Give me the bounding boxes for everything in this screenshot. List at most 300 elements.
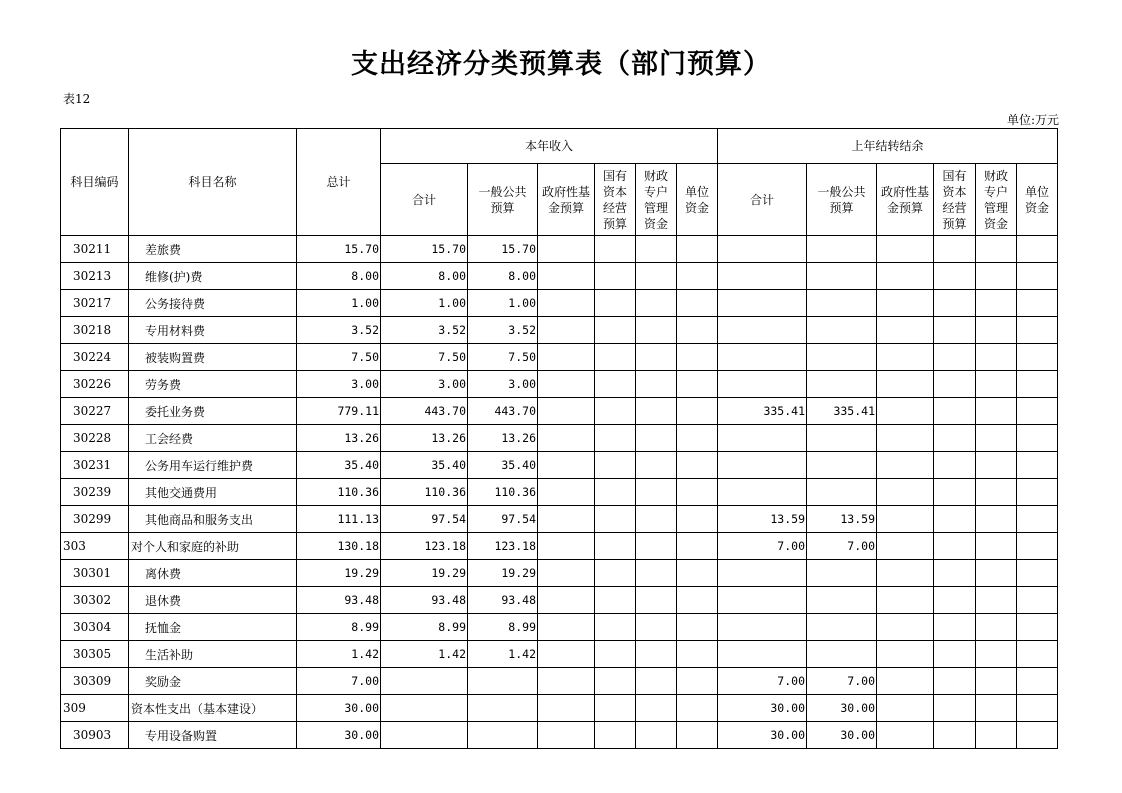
cell-c2 — [468, 722, 538, 749]
table-row — [61, 236, 1058, 263]
cell-c1: 3.52 — [381, 317, 468, 344]
cell-c3 — [538, 425, 595, 452]
cell-c2 — [468, 668, 538, 695]
cell-c2: 8.99 — [468, 614, 538, 641]
cell-p5 — [976, 668, 1017, 695]
cell-c2: 1.00 — [468, 290, 538, 317]
cell-p2: 335.41 — [807, 398, 877, 425]
cell-p3 — [877, 398, 934, 425]
cell-p6 — [1017, 371, 1058, 398]
cell-name: 对个人和家庭的补助 — [129, 533, 297, 560]
table-row — [61, 398, 1058, 425]
cell-c3 — [538, 317, 595, 344]
cell-p4 — [934, 317, 976, 344]
header-income-unit-fund: 单位 资金 — [677, 164, 718, 236]
cell-p6 — [1017, 479, 1058, 506]
cell-p5 — [976, 263, 1017, 290]
cell-p6 — [1017, 506, 1058, 533]
table-row — [61, 560, 1058, 587]
cell-c4 — [595, 236, 636, 263]
cell-c5 — [636, 236, 677, 263]
cell-c1: 93.48 — [381, 587, 468, 614]
cell-c4 — [595, 290, 636, 317]
cell-c5 — [636, 344, 677, 371]
cell-p4 — [934, 290, 976, 317]
cell-name: 生活补助 — [129, 641, 297, 668]
cell-code: 30231 — [61, 452, 129, 479]
cell-total: 7.50 — [297, 344, 381, 371]
cell-c3 — [538, 695, 595, 722]
header-carryover: 上年结转结余 — [718, 129, 1058, 164]
cell-c3 — [538, 533, 595, 560]
cell-c6 — [677, 371, 718, 398]
cell-p3 — [877, 452, 934, 479]
table-row — [61, 263, 1058, 290]
cell-code: 30213 — [61, 263, 129, 290]
cell-p5 — [976, 479, 1017, 506]
cell-p1 — [718, 614, 807, 641]
cell-c4 — [595, 533, 636, 560]
budget-table — [60, 128, 1058, 749]
cell-name: 维修(护)费 — [129, 263, 297, 290]
cell-p6 — [1017, 317, 1058, 344]
cell-p4 — [934, 398, 976, 425]
cell-total: 1.00 — [297, 290, 381, 317]
cell-c3 — [538, 263, 595, 290]
cell-p6 — [1017, 668, 1058, 695]
cell-code: 309 — [61, 695, 129, 722]
cell-p4 — [934, 695, 976, 722]
cell-c2: 15.70 — [468, 236, 538, 263]
cell-p1 — [718, 263, 807, 290]
cell-code: 30903 — [61, 722, 129, 749]
cell-p5 — [976, 236, 1017, 263]
cell-p1 — [718, 479, 807, 506]
cell-p4 — [934, 641, 976, 668]
cell-c1: 8.00 — [381, 263, 468, 290]
cell-c3 — [538, 587, 595, 614]
table-row — [61, 290, 1058, 317]
cell-p1: 13.59 — [718, 506, 807, 533]
cell-c6 — [677, 722, 718, 749]
header-name: 科目名称 — [129, 129, 297, 236]
cell-c2: 93.48 — [468, 587, 538, 614]
cell-p2 — [807, 344, 877, 371]
cell-total: 111.13 — [297, 506, 381, 533]
cell-c5 — [636, 371, 677, 398]
cell-p3 — [877, 587, 934, 614]
cell-c2: 110.36 — [468, 479, 538, 506]
cell-c6 — [677, 668, 718, 695]
cell-name: 资本性支出（基本建设） — [129, 695, 297, 722]
cell-c2: 443.70 — [468, 398, 538, 425]
cell-c4 — [595, 506, 636, 533]
cell-p6 — [1017, 641, 1058, 668]
header-carryover-unit-fund: 单位 资金 — [1017, 164, 1058, 236]
cell-p3 — [877, 695, 934, 722]
cell-p3 — [877, 317, 934, 344]
cell-code: 30309 — [61, 668, 129, 695]
cell-c6 — [677, 344, 718, 371]
cell-p6 — [1017, 560, 1058, 587]
cell-p5 — [976, 452, 1017, 479]
cell-p2 — [807, 317, 877, 344]
cell-c3 — [538, 479, 595, 506]
table-row — [61, 425, 1058, 452]
header-income-fiscal-special: 财政 专户 管理 资金 — [636, 164, 677, 236]
table-row — [61, 587, 1058, 614]
cell-p1 — [718, 236, 807, 263]
cell-c2: 3.52 — [468, 317, 538, 344]
cell-name: 被装购置费 — [129, 344, 297, 371]
cell-c3 — [538, 290, 595, 317]
cell-c6 — [677, 236, 718, 263]
cell-total: 779.11 — [297, 398, 381, 425]
cell-c3 — [538, 614, 595, 641]
cell-code: 30218 — [61, 317, 129, 344]
cell-c5 — [636, 668, 677, 695]
cell-code: 30301 — [61, 560, 129, 587]
cell-c2: 123.18 — [468, 533, 538, 560]
table-row — [61, 479, 1058, 506]
cell-c6 — [677, 614, 718, 641]
cell-name: 奖励金 — [129, 668, 297, 695]
cell-p2: 13.59 — [807, 506, 877, 533]
cell-c3 — [538, 236, 595, 263]
cell-c2: 19.29 — [468, 560, 538, 587]
cell-p6 — [1017, 587, 1058, 614]
table-row — [61, 614, 1058, 641]
cell-p6 — [1017, 533, 1058, 560]
cell-c3 — [538, 371, 595, 398]
cell-c4 — [595, 371, 636, 398]
cell-p4 — [934, 560, 976, 587]
cell-code: 30305 — [61, 641, 129, 668]
cell-code: 30228 — [61, 425, 129, 452]
cell-p1 — [718, 425, 807, 452]
cell-p1 — [718, 290, 807, 317]
cell-p6 — [1017, 398, 1058, 425]
cell-c3 — [538, 398, 595, 425]
cell-c4 — [595, 668, 636, 695]
header-carryover-fiscal-special: 财政 专户 管理 资金 — [976, 164, 1017, 236]
cell-p5 — [976, 398, 1017, 425]
cell-p2: 30.00 — [807, 722, 877, 749]
cell-p3 — [877, 614, 934, 641]
cell-code: 30226 — [61, 371, 129, 398]
cell-c1: 110.36 — [381, 479, 468, 506]
cell-p3 — [877, 668, 934, 695]
cell-p3 — [877, 344, 934, 371]
cell-code: 30227 — [61, 398, 129, 425]
cell-c1: 7.50 — [381, 344, 468, 371]
cell-p2: 7.00 — [807, 668, 877, 695]
cell-c6 — [677, 398, 718, 425]
cell-p1 — [718, 587, 807, 614]
cell-total: 8.99 — [297, 614, 381, 641]
cell-total: 13.26 — [297, 425, 381, 452]
cell-c4 — [595, 425, 636, 452]
cell-name: 抚恤金 — [129, 614, 297, 641]
cell-c5 — [636, 479, 677, 506]
cell-p3 — [877, 641, 934, 668]
cell-p2: 7.00 — [807, 533, 877, 560]
cell-c4 — [595, 587, 636, 614]
cell-p5 — [976, 425, 1017, 452]
cell-code: 30217 — [61, 290, 129, 317]
table-row — [61, 344, 1058, 371]
header-income-gov-fund: 政府性基 金预算 — [538, 164, 595, 236]
cell-p5 — [976, 533, 1017, 560]
cell-p6 — [1017, 722, 1058, 749]
cell-p4 — [934, 479, 976, 506]
cell-c2: 1.42 — [468, 641, 538, 668]
table-row — [61, 533, 1058, 560]
cell-code: 30211 — [61, 236, 129, 263]
cell-total: 15.70 — [297, 236, 381, 263]
cell-name: 公务用车运行维护费 — [129, 452, 297, 479]
table-row — [61, 317, 1058, 344]
cell-p4 — [934, 344, 976, 371]
cell-p4 — [934, 722, 976, 749]
header-total: 总计 — [297, 129, 381, 236]
cell-c6 — [677, 479, 718, 506]
cell-c3 — [538, 452, 595, 479]
cell-p2 — [807, 263, 877, 290]
cell-c5 — [636, 263, 677, 290]
cell-c2 — [468, 695, 538, 722]
cell-p3 — [877, 236, 934, 263]
cell-p1 — [718, 317, 807, 344]
header-income-state-capital: 国有 资本 经营 预算 — [595, 164, 636, 236]
cell-p3 — [877, 371, 934, 398]
cell-c3 — [538, 560, 595, 587]
cell-p5 — [976, 695, 1017, 722]
cell-p5 — [976, 317, 1017, 344]
header-carryover-sum: 合计 — [718, 164, 807, 236]
cell-total: 7.00 — [297, 668, 381, 695]
cell-p4 — [934, 506, 976, 533]
cell-c5 — [636, 695, 677, 722]
unit-label: 单位:万元 — [1006, 113, 1059, 127]
cell-p5 — [976, 290, 1017, 317]
cell-c5 — [636, 317, 677, 344]
cell-p2 — [807, 560, 877, 587]
cell-c1 — [381, 722, 468, 749]
cell-c1: 15.70 — [381, 236, 468, 263]
cell-c6 — [677, 506, 718, 533]
cell-c2: 35.40 — [468, 452, 538, 479]
header-current-income: 本年收入 — [381, 129, 718, 164]
cell-name: 其他交通费用 — [129, 479, 297, 506]
cell-c1: 97.54 — [381, 506, 468, 533]
cell-name: 离休费 — [129, 560, 297, 587]
cell-p1: 335.41 — [718, 398, 807, 425]
cell-c5 — [636, 722, 677, 749]
cell-p1 — [718, 641, 807, 668]
cell-p1 — [718, 371, 807, 398]
cell-p3 — [877, 425, 934, 452]
header-income-sum: 合计 — [381, 164, 468, 236]
cell-p1: 30.00 — [718, 695, 807, 722]
cell-p5 — [976, 344, 1017, 371]
cell-p1 — [718, 560, 807, 587]
table-row — [61, 722, 1058, 749]
cell-p2 — [807, 371, 877, 398]
cell-name: 其他商品和服务支出 — [129, 506, 297, 533]
cell-c5 — [636, 560, 677, 587]
cell-p5 — [976, 587, 1017, 614]
cell-c3 — [538, 344, 595, 371]
cell-p6 — [1017, 344, 1058, 371]
cell-name: 专用材料费 — [129, 317, 297, 344]
cell-c1: 3.00 — [381, 371, 468, 398]
cell-p2 — [807, 425, 877, 452]
cell-p5 — [976, 560, 1017, 587]
cell-total: 19.29 — [297, 560, 381, 587]
cell-p3 — [877, 533, 934, 560]
cell-total: 35.40 — [297, 452, 381, 479]
cell-p1: 7.00 — [718, 668, 807, 695]
cell-p3 — [877, 290, 934, 317]
cell-code: 30239 — [61, 479, 129, 506]
cell-p4 — [934, 263, 976, 290]
cell-c5 — [636, 425, 677, 452]
cell-c1: 8.99 — [381, 614, 468, 641]
page-title: 支出经济分类预算表（部门预算） — [351, 49, 771, 80]
cell-c4 — [595, 695, 636, 722]
cell-total: 93.48 — [297, 587, 381, 614]
cell-p2 — [807, 641, 877, 668]
cell-p3 — [877, 263, 934, 290]
cell-c4 — [595, 560, 636, 587]
cell-c5 — [636, 452, 677, 479]
cell-p1: 30.00 — [718, 722, 807, 749]
cell-code: 30304 — [61, 614, 129, 641]
cell-c3 — [538, 641, 595, 668]
cell-p4 — [934, 614, 976, 641]
cell-name: 劳务费 — [129, 371, 297, 398]
table-row — [61, 695, 1058, 722]
cell-c6 — [677, 533, 718, 560]
cell-c2: 8.00 — [468, 263, 538, 290]
cell-p1 — [718, 344, 807, 371]
cell-name: 退休费 — [129, 587, 297, 614]
cell-c5 — [636, 587, 677, 614]
cell-c4 — [595, 722, 636, 749]
cell-c5 — [636, 506, 677, 533]
cell-c4 — [595, 317, 636, 344]
cell-c3 — [538, 722, 595, 749]
cell-c6 — [677, 587, 718, 614]
header-carryover-general-public: 一般公共 预算 — [807, 164, 877, 236]
cell-p3 — [877, 560, 934, 587]
cell-c2: 97.54 — [468, 506, 538, 533]
cell-total: 30.00 — [297, 695, 381, 722]
table-row — [61, 668, 1058, 695]
cell-p4 — [934, 587, 976, 614]
cell-p2 — [807, 290, 877, 317]
cell-c6 — [677, 641, 718, 668]
cell-name: 委托业务费 — [129, 398, 297, 425]
cell-p4 — [934, 452, 976, 479]
cell-name: 专用设备购置 — [129, 722, 297, 749]
cell-c2: 13.26 — [468, 425, 538, 452]
cell-c3 — [538, 668, 595, 695]
cell-c6 — [677, 560, 718, 587]
cell-code: 30299 — [61, 506, 129, 533]
cell-total: 30.00 — [297, 722, 381, 749]
cell-c4 — [595, 641, 636, 668]
cell-p2 — [807, 236, 877, 263]
cell-c6 — [677, 290, 718, 317]
cell-p2: 30.00 — [807, 695, 877, 722]
cell-name: 差旅费 — [129, 236, 297, 263]
cell-c1: 13.26 — [381, 425, 468, 452]
cell-p4 — [934, 533, 976, 560]
cell-p4 — [934, 425, 976, 452]
cell-c1: 35.40 — [381, 452, 468, 479]
cell-p3 — [877, 479, 934, 506]
cell-c6 — [677, 452, 718, 479]
cell-p2 — [807, 614, 877, 641]
cell-p4 — [934, 371, 976, 398]
cell-total: 8.00 — [297, 263, 381, 290]
cell-p6 — [1017, 263, 1058, 290]
cell-p4 — [934, 668, 976, 695]
cell-c1: 1.00 — [381, 290, 468, 317]
header-income-general-public: 一般公共 预算 — [468, 164, 538, 236]
cell-c5 — [636, 290, 677, 317]
cell-c4 — [595, 344, 636, 371]
cell-p4 — [934, 236, 976, 263]
cell-p2 — [807, 479, 877, 506]
cell-p5 — [976, 641, 1017, 668]
header-carryover-gov-fund: 政府性基 金预算 — [877, 164, 934, 236]
cell-p6 — [1017, 452, 1058, 479]
header-carryover-state-capital: 国有 资本 经营 预算 — [934, 164, 976, 236]
cell-c6 — [677, 695, 718, 722]
cell-c4 — [595, 398, 636, 425]
cell-c6 — [677, 263, 718, 290]
cell-p5 — [976, 506, 1017, 533]
cell-p2 — [807, 452, 877, 479]
table-row — [61, 641, 1058, 668]
cell-code: 303 — [61, 533, 129, 560]
cell-code: 30302 — [61, 587, 129, 614]
cell-total: 1.42 — [297, 641, 381, 668]
cell-c1: 443.70 — [381, 398, 468, 425]
cell-c6 — [677, 425, 718, 452]
cell-p6 — [1017, 614, 1058, 641]
cell-name: 公务接待费 — [129, 290, 297, 317]
cell-total: 3.00 — [297, 371, 381, 398]
cell-code: 30224 — [61, 344, 129, 371]
cell-total: 3.52 — [297, 317, 381, 344]
cell-p6 — [1017, 236, 1058, 263]
cell-p6 — [1017, 290, 1058, 317]
cell-p1 — [718, 452, 807, 479]
cell-p2 — [807, 587, 877, 614]
cell-p5 — [976, 722, 1017, 749]
cell-c1 — [381, 695, 468, 722]
cell-c5 — [636, 533, 677, 560]
header-code: 科目编码 — [61, 129, 129, 236]
cell-c2: 7.50 — [468, 344, 538, 371]
cell-c1: 123.18 — [381, 533, 468, 560]
cell-p3 — [877, 722, 934, 749]
cell-p6 — [1017, 425, 1058, 452]
